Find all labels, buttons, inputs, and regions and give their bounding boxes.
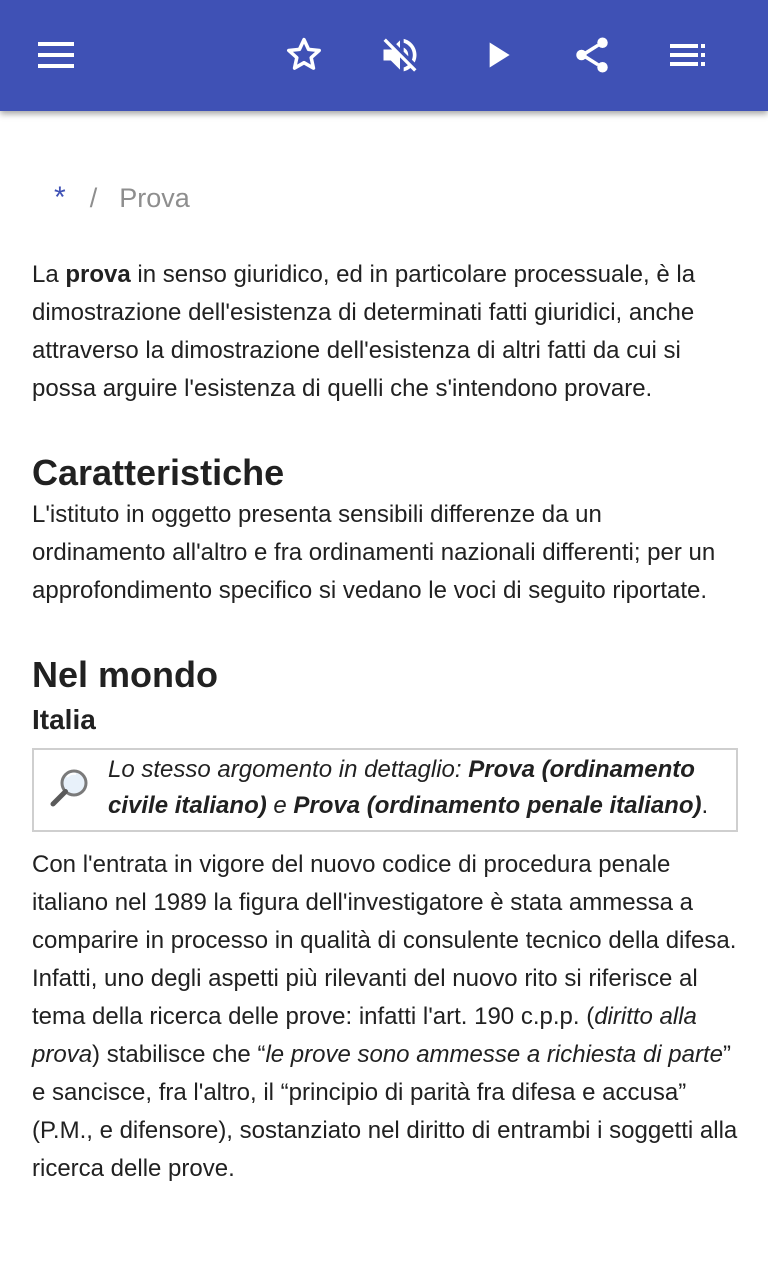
- detail-notice-box: [32, 748, 738, 832]
- italia-text-1: Con l'entrata in vigore del nuovo codice di procedura penale italiano nel 1989 la figura dell'investigatore è stata ammessa a comparire in processo in qualità di consulente tecnico della difesa. Infatti, uno degli aspetti più rilevanti del nuovo rito si riferisce al tema della ricerca delle prove: infatti l'art. 190 c.p.p. (: [32, 851, 737, 1030]
- breadcrumb-home-link[interactable]: *: [54, 181, 66, 214]
- menu-button[interactable]: [28, 27, 84, 83]
- breadcrumb-current: Prova: [119, 183, 190, 213]
- volume-off-icon: [378, 33, 422, 77]
- intro-text-start: La: [32, 261, 66, 288]
- contents-button[interactable]: [660, 27, 716, 83]
- section-heading-caratteristiche: Caratteristiche: [32, 452, 285, 493]
- magnifier-icon: [48, 766, 92, 810]
- link-prova-penale[interactable]: Prova (ordinamento penale italiano): [293, 792, 702, 819]
- detail-conjunction: e: [266, 792, 294, 819]
- detail-end: .: [701, 792, 709, 819]
- article-scroll-area[interactable]: [0, 111, 768, 1280]
- italia-italic-1: diritto alla prova: [32, 1003, 697, 1068]
- share-button[interactable]: [564, 27, 620, 83]
- subsection-heading-italia: Italia: [32, 704, 96, 735]
- breadcrumb-separator: /: [89, 183, 98, 213]
- intro-term: prova: [65, 261, 131, 288]
- section-heading-nel-mondo: Nel mondo: [32, 654, 218, 695]
- intro-text-end: in senso giuridico, ed in particolare processuale, è la dimostrazione dell'esistenza di determinati fatti giuridici, anche attraverso la dimostrazione dell'esistenza di altri fatti da cui si possa arguire l'esistenza di quelli che s'intendono provare.: [32, 261, 696, 402]
- detail-notice-text: [108, 752, 716, 824]
- share-icon: [571, 34, 613, 76]
- intro-paragraph: [32, 256, 738, 408]
- italia-italic-2: le prove sono ammesse a richiesta di parte: [265, 1041, 723, 1068]
- play-icon: [478, 35, 518, 75]
- article-body: [32, 256, 738, 1188]
- link-prova-civile[interactable]: Prova (ordinamento civile italiano): [108, 756, 695, 819]
- italia-text-3: ” e sancisce, fra l'altro, il “principio di parità fra difesa e accusa” (P.M., e difensore), sostanziato nel diritto di entrambi i soggetti alla ricerca delle prove.: [32, 1041, 738, 1182]
- play-button[interactable]: [470, 27, 526, 83]
- app-toolbar: [0, 0, 768, 111]
- breadcrumb: [54, 181, 190, 215]
- bookmark-button[interactable]: [276, 27, 332, 83]
- italia-paragraph: [32, 846, 738, 1188]
- playlist-icon: [668, 35, 708, 75]
- mute-button[interactable]: [372, 27, 428, 83]
- italia-text-2: ) stabilisce che “: [92, 1041, 266, 1068]
- detail-lead: Lo stesso argomento in dettaglio:: [108, 756, 469, 783]
- section-paragraph-caratteristiche: L'istituto in oggetto presenta sensibili differenze da un ordinamento all'altro e fra ordinamenti nazionali differenti; per un approfondimento specifico si vedano le voci di seguito riportate.: [32, 501, 716, 604]
- star-outline-icon: [283, 34, 325, 76]
- hamburger-menu-icon: [36, 35, 76, 75]
